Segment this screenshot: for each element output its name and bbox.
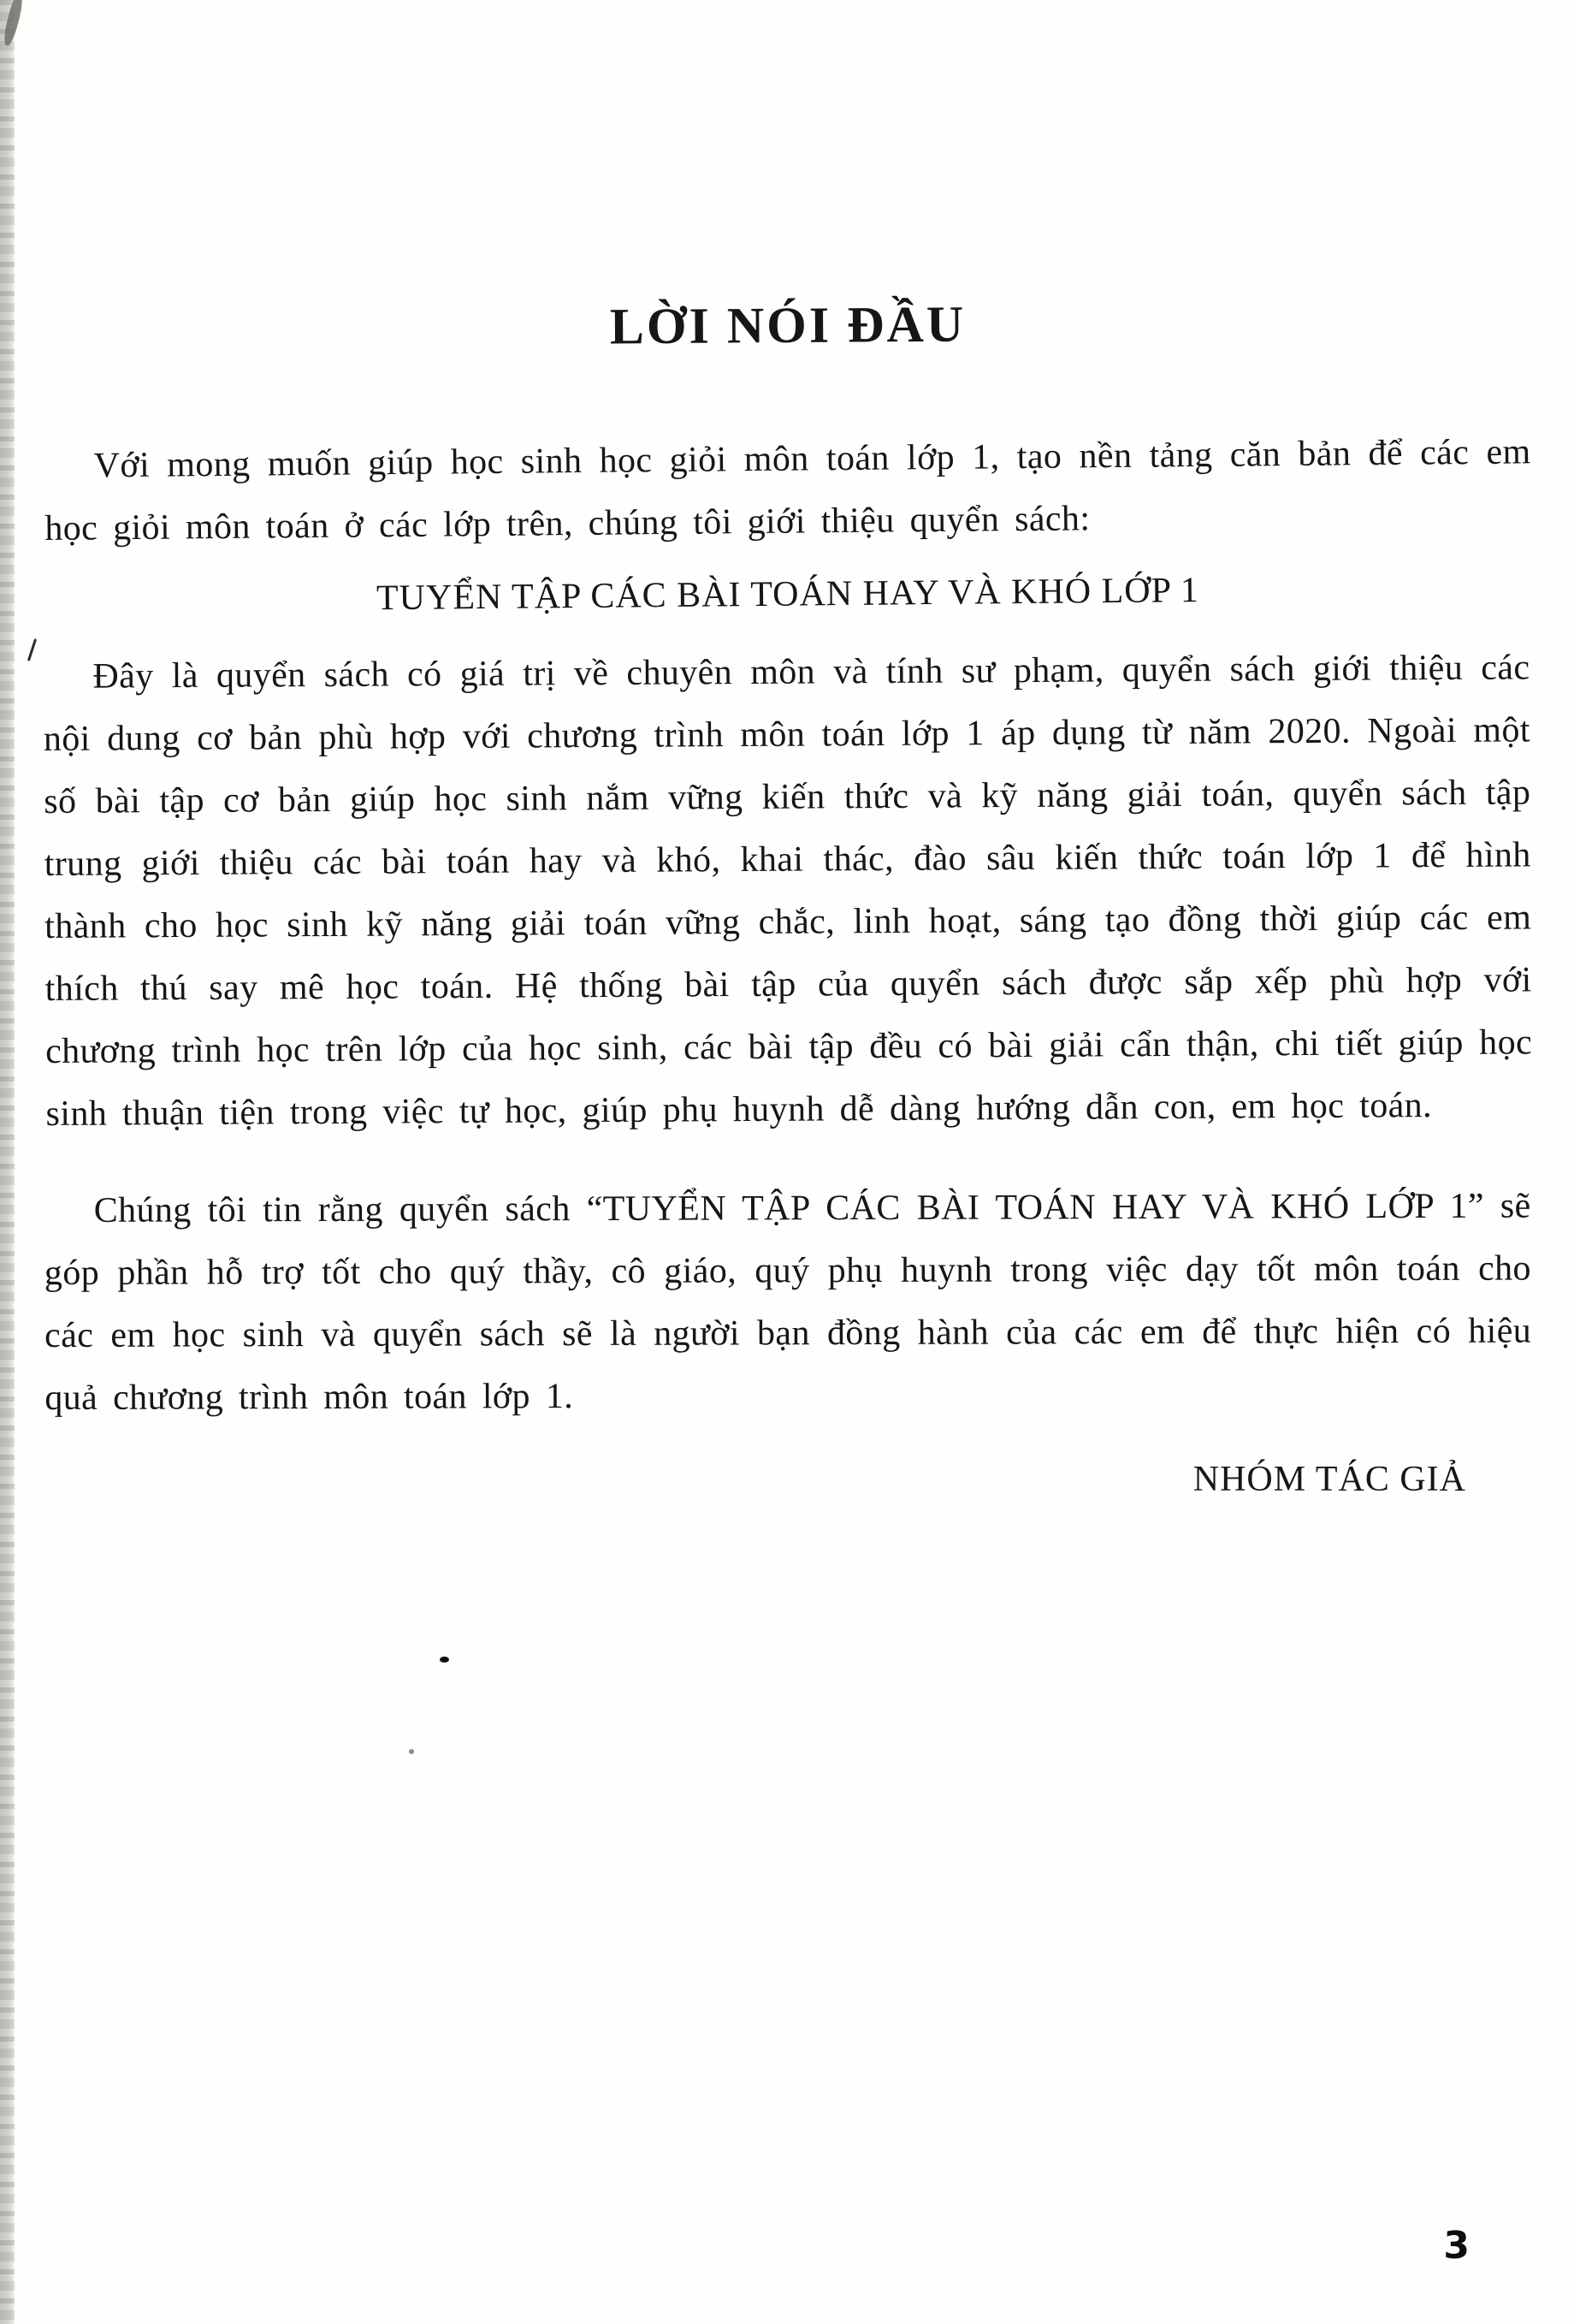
scan-speck bbox=[409, 1749, 414, 1754]
author-signature: NHÓM TÁC GIẢ bbox=[1192, 1460, 1466, 1499]
paragraph-description: Đây là quyển sách có giá trị về chuyên môn và tính sư phạm, quyển sách giới thiệu các nội dung cơ bản phù hợp với chương trình môn toán lớp 1 áp dụng từ năm 2020. Ngoài một số bài tập cơ bản giúp học sinh nắm vững kiến thức và kỹ năng giải toán, quyển sách tập trung giới thiệu các bài toán hay và khó, khai thác, đào sâu kiến thức toán lớp 1 để hình thành cho học sinh kỹ năng giải toán vững chắc, linh hoạt, sáng tạo đồng thời giúp các em thích thú say mê học toán. Hệ thống bài tập của quyển sách được sắp xếp phù hợp với chương trình học trên lớp của học sinh, các bài tập đều có bài giải cẩn thận, chi tiết giúp học sinh thuận tiện trong việc tự học, giúp phụ huynh dễ dàng hướng dẫn con, em học toán. bbox=[43, 648, 1533, 1134]
page-title: LỜI NÓI ĐẦU bbox=[609, 295, 967, 355]
paragraph-closing: Chúng tôi tin rằng quyển sách “TUYỂN TẬP CÁC BÀI TOÁN HAY VÀ KHÓ LỚP 1” sẽ góp phần hỗ trợ tốt cho quý thầy, cô giáo, quý phụ huynh trong việc dạy tốt môn toán cho các em học sinh và quyển sách sẽ là người bạn đồng hành của các em để thực hiện có hiệu quả chương trình môn toán lớp 1. bbox=[44, 1186, 1532, 1418]
book-title-line: TUYỂN TẬP CÁC BÀI TOÁN HAY VÀ KHÓ LỚP 1 bbox=[376, 571, 1200, 619]
page-number: 3 bbox=[1443, 2224, 1470, 2268]
paragraph-intro: Với mong muốn giúp học sinh học giỏi môn toán lớp 1, tạo nền tảng căn bản để các em học giỏi môn toán ở các lớp trên, chúng tôi giới thiệu quyển sách: bbox=[44, 432, 1531, 548]
scan-speck bbox=[440, 1657, 449, 1663]
